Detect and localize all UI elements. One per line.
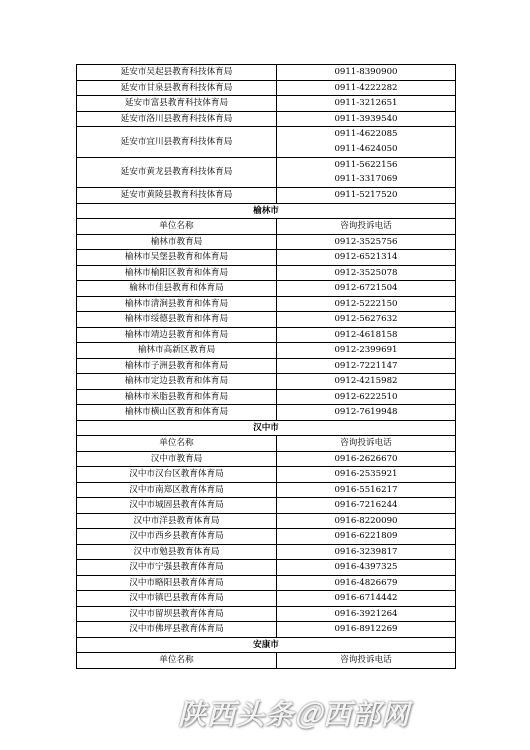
phone-cell <box>277 482 456 498</box>
phone-number: 0911-4222282 <box>334 82 398 93</box>
phone-cell <box>277 281 456 297</box>
unit-name-cell: 汉中市宁强县教育体育局 <box>77 560 277 576</box>
table-row <box>77 358 456 374</box>
phone-cell <box>277 157 456 188</box>
phone-cell <box>277 265 456 281</box>
section-header-row <box>77 420 456 436</box>
unit-name-cell: 榆林市横山区教育和体育局 <box>77 405 277 421</box>
phone-number: 0912-6521314 <box>334 252 398 263</box>
unit-name-cell: 延安市吴起县教育科技体育局 <box>77 65 277 81</box>
phone-cell <box>277 127 456 158</box>
phone-cell <box>277 622 456 638</box>
phone-cell <box>277 343 456 359</box>
phone-number: 0916-6714442 <box>334 593 398 604</box>
column-header-label: 咨询投诉电话 <box>340 221 392 232</box>
table-row <box>77 389 456 405</box>
phone-cell <box>277 327 456 343</box>
phone-number: 0911-5622156 <box>334 159 398 170</box>
unit-name-cell: 汉中市西乡县教育体育局 <box>77 529 277 545</box>
table-row <box>77 374 456 390</box>
phone-number: 0912-2399691 <box>334 345 398 356</box>
column-header-row <box>77 653 456 669</box>
table-row <box>77 234 456 250</box>
table-row <box>77 560 456 576</box>
phone-cell <box>277 560 456 576</box>
column-header-row <box>77 436 456 452</box>
phone-number: 0912-4618158 <box>334 329 398 340</box>
unit-name-cell: 榆林市清涧县教育和体育局 <box>77 296 277 312</box>
unit-name-cell: 榆林市高新区教育局 <box>77 343 277 359</box>
phone-number: 0916-7216244 <box>334 500 398 511</box>
table-row <box>77 544 456 560</box>
unit-name-cell: 汉中市汉台区教育体育局 <box>77 467 277 483</box>
phone-cell <box>277 606 456 622</box>
column-header-name: 单位名称 <box>77 219 277 235</box>
watermark-text: 陕西头条＠西部网 <box>178 698 411 731</box>
phone-cell <box>277 591 456 607</box>
column-header-phone <box>277 219 456 235</box>
phone-number: 0912-6222510 <box>334 391 398 402</box>
phone-number: 0916-8220090 <box>334 515 398 526</box>
phone-cell <box>277 529 456 545</box>
table-row <box>77 467 456 483</box>
phone-number: 0916-3239817 <box>334 546 398 557</box>
phone-cell <box>277 80 456 96</box>
phone-cell <box>277 296 456 312</box>
unit-name-cell: 汉中市教育局 <box>77 451 277 467</box>
unit-name-cell: 延安市黄陵县教育科技体育局 <box>77 188 277 204</box>
phone-cell <box>277 389 456 405</box>
phone-number: 0916-8912269 <box>334 624 398 635</box>
phone-number: 0912-5627632 <box>334 314 398 325</box>
column-header-row <box>77 219 456 235</box>
unit-name-cell: 汉中市镇巴县教育体育局 <box>77 591 277 607</box>
unit-name-cell: 汉中市南郑区教育体育局 <box>77 482 277 498</box>
unit-name-cell: 榆林市靖边县教育和体育局 <box>77 327 277 343</box>
table-row <box>77 513 456 529</box>
table-row <box>77 96 456 112</box>
phone-cell <box>277 234 456 250</box>
phone-number: 0916-6221809 <box>334 531 398 542</box>
section-header-row <box>77 637 456 653</box>
unit-name-cell: 汉中市城固县教育体育局 <box>77 498 277 514</box>
phone-cell <box>277 498 456 514</box>
phone-cell <box>277 575 456 591</box>
section-header-row <box>77 203 456 219</box>
phone-number: 0911-3939540 <box>334 113 398 124</box>
phone-cell <box>277 312 456 328</box>
unit-name-cell: 榆林市教育局 <box>77 234 277 250</box>
section-title: 榆林市 <box>77 203 456 219</box>
table-row <box>77 482 456 498</box>
unit-name-cell: 汉中市留坝县教育体育局 <box>77 606 277 622</box>
contact-table <box>76 64 456 669</box>
unit-name-cell: 榆林市米脂县教育和体育局 <box>77 389 277 405</box>
phone-cell <box>277 188 456 204</box>
table-row <box>77 622 456 638</box>
table-row <box>77 157 456 188</box>
column-header-phone <box>277 436 456 452</box>
unit-name-cell: 榆林市吴堡县教育和体育局 <box>77 250 277 266</box>
unit-name-cell: 汉中市佛坪县教育体育局 <box>77 622 277 638</box>
phone-cell <box>277 451 456 467</box>
phone-number: 0916-2626670 <box>334 453 398 464</box>
table-row <box>77 529 456 545</box>
phone-number: 0911-3317069 <box>334 174 398 185</box>
unit-name-cell: 榆林市定边县教育和体育局 <box>77 374 277 390</box>
unit-name-cell: 榆林市佳县教育和体育局 <box>77 281 277 297</box>
phone-number: 0916-4397325 <box>334 562 398 573</box>
unit-name-cell: 汉中市略阳县教育体育局 <box>77 575 277 591</box>
phone-number: 0912-7619948 <box>334 407 398 418</box>
phone-number: 0911-8390900 <box>334 67 398 78</box>
table-row <box>77 451 456 467</box>
unit-name-cell: 榆林市子洲县教育和体育局 <box>77 358 277 374</box>
phone-cell <box>277 65 456 81</box>
table-row <box>77 405 456 421</box>
unit-name-cell: 榆林市榆阳区教育和体育局 <box>77 265 277 281</box>
table-row <box>77 65 456 81</box>
table-row <box>77 312 456 328</box>
table-row <box>77 498 456 514</box>
column-header-label: 咨询投诉电话 <box>340 655 392 666</box>
table-row <box>77 327 456 343</box>
column-header-label: 咨询投诉电话 <box>340 438 392 449</box>
phone-number: 0911-4624050 <box>334 143 398 154</box>
table-row <box>77 575 456 591</box>
unit-name-cell: 延安市甘泉县教育科技体育局 <box>77 80 277 96</box>
phone-number: 0912-7221147 <box>334 360 398 371</box>
phone-number: 0916-2535921 <box>334 469 398 480</box>
unit-name-cell: 延安市黄龙县教育科技体育局 <box>77 157 277 188</box>
phone-number: 0911-5217520 <box>334 190 398 201</box>
contact-table-body <box>77 65 456 669</box>
table-row <box>77 80 456 96</box>
column-header-name: 单位名称 <box>77 653 277 669</box>
unit-name-cell: 延安市富县教育科技体育局 <box>77 96 277 112</box>
phone-number: 0916-5516217 <box>334 484 398 495</box>
phone-number: 0911-3212651 <box>334 98 398 109</box>
section-title: 安康市 <box>77 637 456 653</box>
phone-number: 0911-4622085 <box>334 129 398 140</box>
table-row <box>77 281 456 297</box>
section-title: 汉中市 <box>77 420 456 436</box>
watermark-logo <box>178 692 508 734</box>
phone-cell <box>277 111 456 127</box>
unit-name-cell: 汉中市勉县教育体育局 <box>77 544 277 560</box>
phone-number: 0912-3525756 <box>334 236 398 247</box>
table-row <box>77 111 456 127</box>
table-row <box>77 250 456 266</box>
column-header-name: 单位名称 <box>77 436 277 452</box>
table-row <box>77 343 456 359</box>
table-row <box>77 265 456 281</box>
table-row <box>77 606 456 622</box>
phone-cell <box>277 467 456 483</box>
phone-number: 0912-3525078 <box>334 267 398 278</box>
table-row <box>77 591 456 607</box>
table-row <box>77 127 456 158</box>
table-row <box>77 296 456 312</box>
phone-number: 0912-4215982 <box>334 376 398 387</box>
phone-cell <box>277 250 456 266</box>
table-row <box>77 188 456 204</box>
phone-number: 0916-3921264 <box>334 608 398 619</box>
unit-name-cell: 延安市宜川县教育科技体育局 <box>77 127 277 158</box>
phone-number: 0912-6721504 <box>334 283 398 294</box>
unit-name-cell: 汉中市洋县教育体育局 <box>77 513 277 529</box>
phone-number: 0916-4826679 <box>334 577 398 588</box>
phone-cell <box>277 405 456 421</box>
unit-name-cell: 延安市洛川县教育科技体育局 <box>77 111 277 127</box>
phone-cell <box>277 513 456 529</box>
column-header-phone <box>277 653 456 669</box>
phone-cell <box>277 544 456 560</box>
phone-number: 0912-5222150 <box>334 298 398 309</box>
phone-cell <box>277 358 456 374</box>
phone-cell <box>277 96 456 112</box>
unit-name-cell: 榆林市绥德县教育和体育局 <box>77 312 277 328</box>
phone-cell <box>277 374 456 390</box>
